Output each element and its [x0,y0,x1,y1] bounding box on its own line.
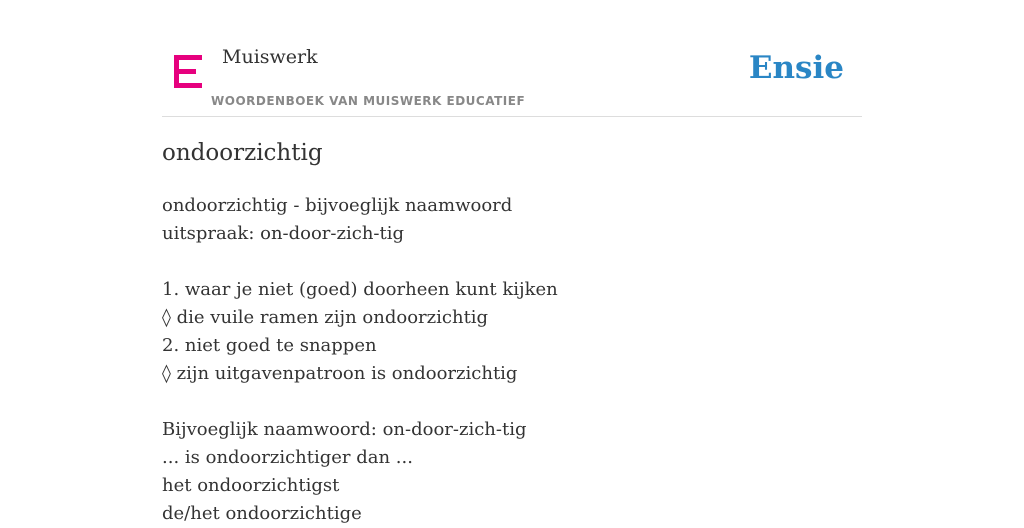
definition-2: 2. niet goed te snappen [162,335,377,356]
logo-bar-bottom [174,83,202,88]
pronunciation-line: uitspraak: on-door-zich-tig [162,223,405,244]
superlative-form: het ondoorzichtigst [162,475,340,496]
spacer [162,388,862,416]
comparative-form: ... is ondoorzichtiger dan ... [162,447,413,468]
logo-bar-top [174,55,202,60]
dictionary-tagline: WOORDENBOEK VAN MUISWERK EDUCATIEF [211,94,526,108]
example-2: ◊ zijn uitgavenpatroon is ondoorzichtig [162,363,518,384]
logo-bar-middle [174,69,196,74]
ensie-brand-link[interactable]: Ensie [748,50,844,86]
spacer [162,248,862,276]
part-of-speech-line: ondoorzichtig - bijvoeglijk naamwoord [162,195,513,216]
site-header [162,0,862,117]
publisher-name[interactable]: Muiswerk [222,46,318,68]
entry-title: ondoorzichtig [162,140,323,166]
muiswerk-logo-icon[interactable] [174,55,202,89]
forms-header-line: Bijvoeglijk naamwoord: on-door-zich-tig [162,419,527,440]
definition-1: 1. waar je niet (goed) doorheen kunt kijken [162,279,558,300]
inflected-form: de/het ondoorzichtige [162,503,362,524]
example-1: ◊ die vuile ramen zijn ondoorzichtig [162,307,489,328]
entry-content [162,192,862,528]
